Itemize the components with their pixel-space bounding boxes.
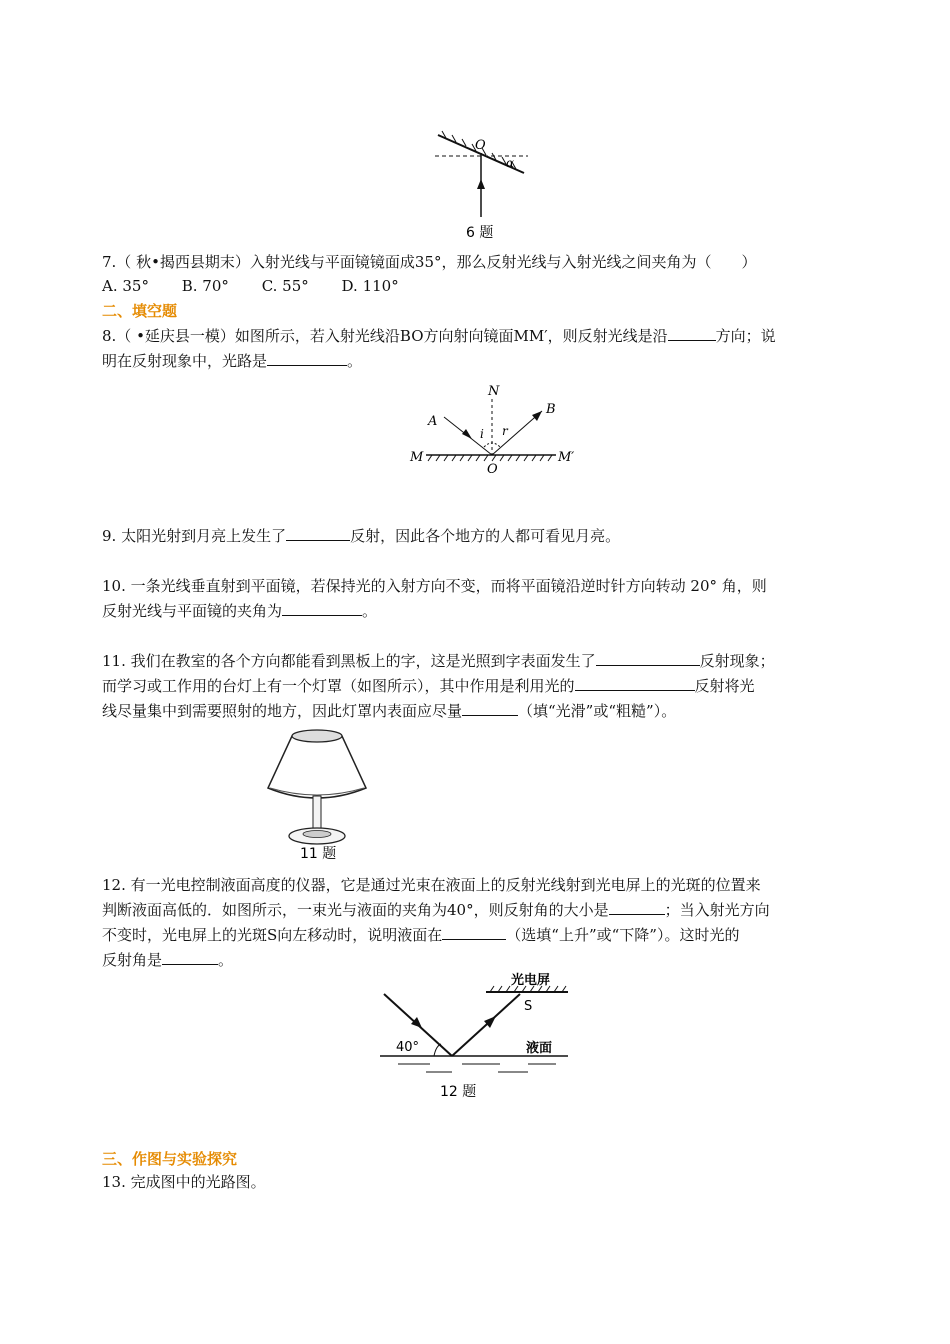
q12-line-1: 12. 有一光电控制液面高度的仪器，它是通过光束在液面上的反射光线射到光电屏上的光斑的位置来	[102, 876, 761, 894]
q11-blank-1[interactable]	[596, 651, 700, 666]
lamp-shade-top	[292, 730, 342, 742]
q9-line	[102, 526, 620, 546]
q11-line-3	[102, 701, 676, 721]
q11-line-1	[102, 651, 775, 671]
q8-blank-1[interactable]	[668, 326, 716, 341]
q7-option-a: A. 35°	[102, 277, 149, 295]
q7-option-d: D. 110°	[341, 277, 399, 295]
q8-blank-2[interactable]	[267, 351, 347, 366]
q12-text-4a: 反射角是	[102, 951, 163, 969]
label-liquid: 液面	[526, 1041, 553, 1056]
q11-text-1a: 11. 我们在教室的各个方向都能看到黑板上的字，这是光照到字表面发生了	[102, 652, 596, 670]
q8-text-1b: 方向；说	[715, 327, 776, 345]
q7-option-b: B. 70°	[181, 277, 229, 295]
arrow-incident-icon	[411, 1017, 422, 1028]
section-2-title: 二、填空题	[102, 302, 178, 320]
figure-8	[408, 383, 588, 475]
label-r: r	[502, 424, 508, 438]
q11-blank-3[interactable]	[462, 701, 518, 716]
q7-option-c: C. 55°	[261, 277, 309, 295]
figure-6	[420, 125, 540, 245]
label-s: S	[524, 999, 533, 1014]
figure-12	[378, 966, 578, 1106]
q12-text-3a: 不变时，光电屏上的光斑S向左移动时，说明液面在	[102, 926, 443, 944]
lamp-shade	[268, 736, 366, 798]
q12-text-2b: ；当入射光方向	[664, 901, 770, 919]
figure-11-caption: 11 题	[300, 846, 337, 862]
q10-blank[interactable]	[282, 601, 362, 616]
q10-text-2b: 。	[362, 602, 378, 620]
q13-text: 13. 完成图中的光路图。	[102, 1173, 266, 1191]
q8-text-2a: 明在反射现象中，光路是	[102, 352, 268, 370]
label-b: B	[546, 402, 556, 417]
q11-line-2	[102, 676, 755, 696]
q12-text-3b: （选填“上升”或“下降”）。这时光的	[506, 926, 740, 944]
reflected-beam	[452, 994, 520, 1056]
q10-line-1: 10. 一条光线垂直射到平面镜，若保持光的入射方向不变，而将平面镜沿逆时针方向转动 20° 角，则	[102, 577, 767, 595]
q9-text-a: 9. 太阳光射到月亮上发生了	[102, 527, 287, 545]
q12-text-2a: 判断液面高低的．如图所示，一束光与液面的夹角为40°，则反射角的大小是	[102, 901, 609, 919]
q12-blank-3[interactable]	[162, 950, 218, 965]
q12-line-3	[102, 925, 739, 945]
label-angle: 40°	[396, 1040, 420, 1055]
q8-line-1	[102, 326, 776, 346]
q9-text-b: 反射，因此各个地方的人都可看见月亮。	[350, 527, 621, 545]
point-o: O	[475, 138, 486, 153]
q11-blank-2[interactable]	[575, 676, 695, 691]
label-a: A	[428, 414, 438, 429]
q8-text-2b: 。	[347, 352, 363, 370]
figure-11-lamp	[262, 724, 372, 864]
label-m: M	[410, 450, 424, 465]
q12-blank-1[interactable]	[609, 900, 665, 915]
label-o: O	[487, 462, 498, 477]
label-screen: 光电屏	[511, 973, 551, 988]
q8-text-1a: 8.（ •延庆县一模）如图所示，若入射光线沿BO方向射向镜面MM′，则反射光线是沿	[102, 327, 668, 345]
q12-line-2	[102, 900, 770, 920]
q11-text-3a: 线尽量集中到需要照射的地方，因此灯罩内表面应尽量	[102, 702, 463, 720]
q11-text-1b: 反射现象；	[699, 652, 775, 670]
q12-blank-2[interactable]	[442, 925, 506, 940]
q12-text-4b: 。	[218, 951, 234, 969]
q12-line-4	[102, 950, 233, 970]
label-m-prime: M′	[558, 450, 575, 465]
q9-blank[interactable]	[286, 526, 350, 541]
figure-6-caption: 6 题	[466, 225, 494, 241]
q11-text-2a: 而学习或工作用的台灯上有一个灯罩（如图所示），其中作用是利用光的	[102, 677, 575, 695]
arrow-ob-icon	[532, 411, 542, 421]
q11-text-2b: 反射将光	[694, 677, 755, 695]
figure-12-caption: 12 题	[440, 1084, 477, 1100]
q10-line-2	[102, 601, 377, 621]
label-i: i	[480, 427, 484, 441]
angle-alpha: α	[506, 156, 515, 170]
q7-options	[102, 276, 399, 296]
label-n: N	[488, 384, 500, 399]
arrow-up-icon	[477, 179, 485, 189]
q7-text: 7.（ 秋•揭西县期末）入射光线与平面镜镜面成35°，那么反射光线与入射光线之间夹角为（ ）	[102, 253, 757, 271]
q11-text-3b: （填“光滑”或“粗糙”）。	[518, 702, 677, 720]
q10-text-2a: 反射光线与平面镜的夹角为	[102, 602, 283, 620]
q8-line-2	[102, 351, 362, 371]
section-3-title: 三、作图与实验探究	[102, 1150, 238, 1168]
arrow-ao-icon	[462, 429, 472, 439]
